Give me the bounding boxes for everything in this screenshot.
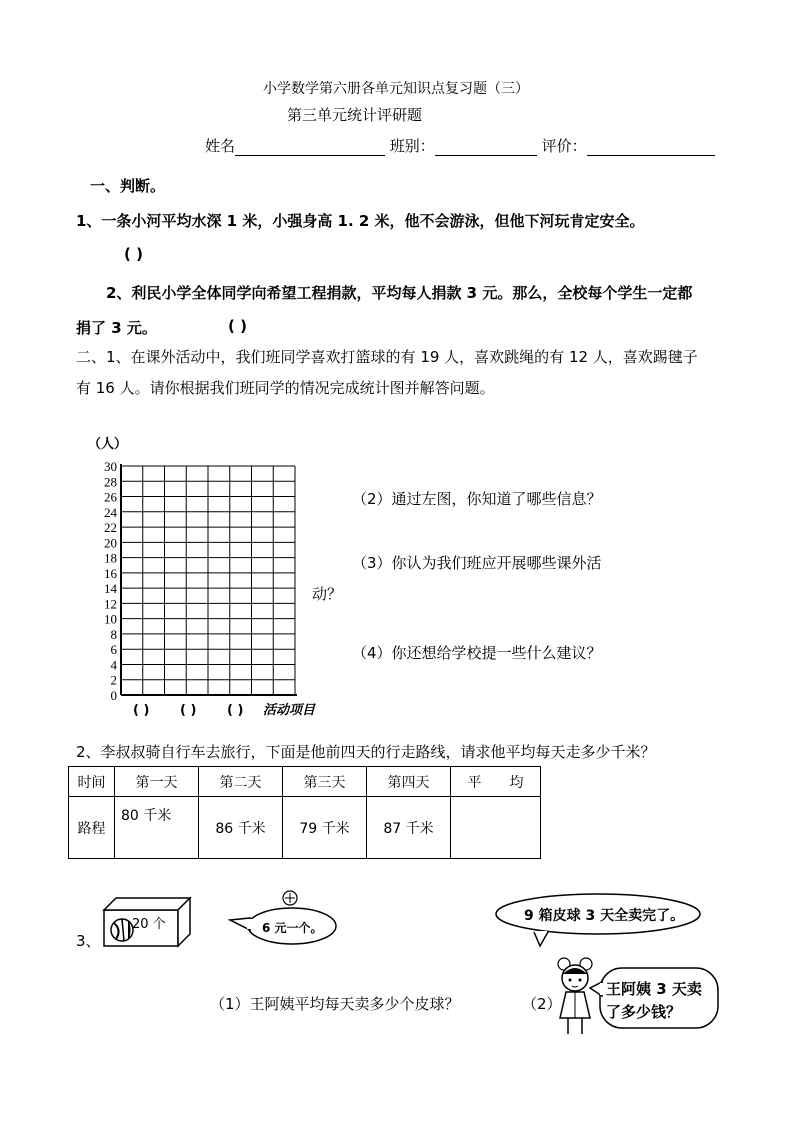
chart-question-3-cont: 动？	[312, 585, 343, 603]
q3-sub2: （2）	[522, 995, 562, 1013]
chart-question-2: （2）通过左图，你知道了哪些信息？	[352, 490, 602, 508]
q2-text-line2: 捐了 3 元。	[76, 319, 157, 337]
girl-speech-bubble	[588, 966, 722, 1032]
chart-y-tick-label: 20	[104, 535, 117, 551]
distance-average-answer[interactable]	[451, 797, 541, 859]
route-question: 2、李叔叔骑自行车去旅行，下面是他前四天的行走路线，请求他平均每天走多少千米？	[76, 743, 656, 761]
section2-line1: 二、1、在课外活动中，我们班同学喜欢打篮球的有 19 人，喜欢跳绳的有 12 人，喜欢踢毽子	[76, 348, 698, 366]
chart-y-tick-label: 12	[104, 596, 117, 612]
chart-y-tick-label: 24	[104, 504, 117, 520]
q3-sub1: （1）王阿姨平均每天卖多少个皮球？	[210, 995, 460, 1013]
header-cell-day2: 第二天	[199, 767, 283, 797]
q3-number: 3、	[76, 932, 101, 950]
chart-y-tick-label: 0	[110, 688, 117, 703]
header-cell-time: 时间	[69, 767, 115, 797]
row-label-distance: 路程	[69, 797, 115, 859]
chart-y-axis-label: （人）	[88, 437, 128, 452]
box-count-label: 20 个	[132, 917, 166, 932]
page-subtitle: 第三单元统计评研题	[287, 106, 423, 124]
price-speech-bubble	[228, 890, 340, 946]
girl-bubble-line2: 了多少钱？	[606, 1003, 682, 1021]
page-title: 小学数学第六册各单元知识点复习题（三）	[263, 81, 529, 97]
chart-y-tick-label: 8	[110, 626, 117, 642]
chart-y-tick-label: 18	[104, 550, 117, 566]
chart-y-tick-label: 30	[104, 459, 117, 474]
chart-y-tick-label: 2	[110, 672, 117, 688]
sold-bubble-text: 9 箱皮球 3 天全卖完了。	[524, 908, 685, 924]
distance-day1: 80 千米	[115, 797, 199, 859]
chart-y-tick-label: 28	[104, 474, 117, 490]
header-cell-day3: 第三天	[283, 767, 367, 797]
chart-y-tick-label: 6	[110, 642, 117, 658]
chart-question-4: （4）你还想给学校提一些什么建议？	[352, 644, 602, 662]
grade-label: 评价：	[541, 137, 587, 155]
distance-day3: 79 千米	[283, 797, 367, 859]
chart-category-label[interactable]: ( )	[133, 703, 150, 718]
chart-y-tick-label: 16	[104, 565, 117, 581]
distance-day4: 87 千米	[367, 797, 451, 859]
chart-category-label[interactable]: ( )	[180, 703, 197, 718]
section2-line2: 有 16 人。请你根据我们班同学的情况完成统计图并解答问题。	[76, 379, 495, 397]
distance-day2: 86 千米	[199, 797, 283, 859]
route-table-data-row	[69, 797, 541, 859]
name-field[interactable]	[235, 141, 385, 156]
q1-answer-paren[interactable]: ( )	[124, 245, 143, 263]
header-cell-day1: 第一天	[115, 767, 199, 797]
header-cell-day4: 第四天	[367, 767, 451, 797]
route-table-header-row	[69, 767, 541, 797]
section1-heading: 一、判断。	[90, 177, 166, 195]
price-bubble-text: 6 元一个。	[262, 921, 323, 935]
chart-category-label[interactable]: ( )	[227, 703, 244, 718]
chart-y-tick-label: 26	[104, 489, 117, 505]
name-label: 姓名	[205, 137, 236, 155]
chart-y-tick-label: 4	[110, 657, 117, 673]
class-label: 班别：	[389, 137, 435, 155]
grade-field[interactable]	[587, 141, 715, 156]
chart-y-tick-label: 10	[104, 611, 117, 627]
girl-bubble-line1: 王阿姨 3 天卖	[606, 980, 702, 998]
class-field[interactable]	[435, 141, 537, 156]
chart-x-axis-label: 活动项目	[263, 703, 316, 718]
q2-answer-paren[interactable]: ( )	[228, 317, 247, 335]
chart-y-tick-label: 22	[104, 520, 117, 536]
q2-text-line1: 2、利民小学全体同学向希望工程捐款，平均每人捐款 3 元。那么，全校每个学生一定都	[106, 284, 693, 302]
chart-question-3: （3）你认为我们班应开展哪些课外活	[352, 554, 602, 572]
student-info-row	[205, 135, 715, 156]
chart-y-tick-label: 14	[104, 581, 117, 597]
bar-chart-grid	[80, 432, 343, 722]
header-cell-average: 平 均	[451, 767, 541, 797]
q1-text: 1、一条小河平均水深 1 米，小强身高 1. 2 米，他不会游泳，但他下河玩肯定安全。	[76, 212, 645, 230]
route-table	[68, 766, 541, 859]
